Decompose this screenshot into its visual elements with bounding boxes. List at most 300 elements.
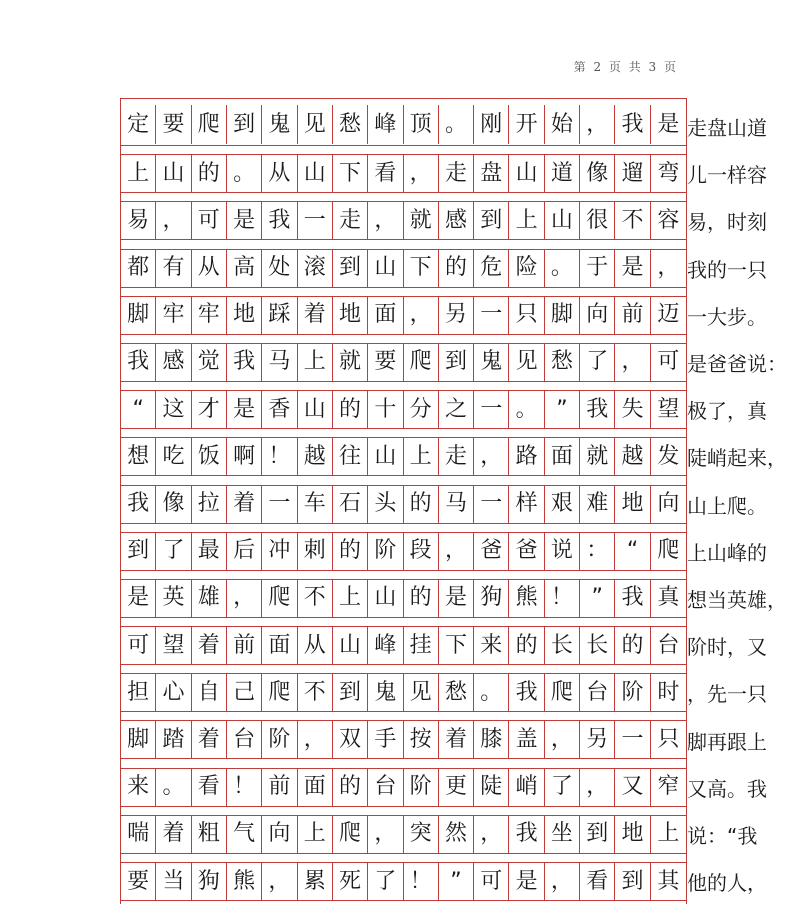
manuscript-line bbox=[121, 571, 686, 618]
grid-cell: 很 bbox=[580, 201, 615, 240]
grid-cell: 是 bbox=[439, 579, 474, 618]
grid-cell: 山 bbox=[298, 154, 333, 193]
grid-cell: 迈 bbox=[657, 302, 680, 328]
grid-cell: 都 bbox=[121, 249, 156, 288]
grid-cell: 路 bbox=[509, 437, 544, 476]
margin-punctuation: 是爸爸说： bbox=[687, 352, 787, 376]
grid-cell: 手 bbox=[368, 720, 403, 759]
grid-cell: 马 bbox=[439, 485, 474, 524]
grid-cell: 鬼 bbox=[474, 343, 509, 382]
grid-cell: 盖 bbox=[509, 720, 544, 759]
grid-cell: 冲 bbox=[262, 532, 297, 571]
grid-cell: 到 bbox=[615, 862, 650, 901]
manuscript-line bbox=[121, 429, 686, 476]
grid-cell: 脚 bbox=[121, 720, 156, 759]
grid-cell: 爬 bbox=[657, 538, 680, 564]
grid-cell: 下 bbox=[404, 249, 439, 288]
margin-punctuation: 上山峰的 bbox=[687, 540, 767, 565]
grid-cell: 面 bbox=[368, 296, 403, 335]
grid-cell: 上 bbox=[509, 201, 544, 240]
grid-cell: 。 bbox=[439, 105, 474, 144]
grid-cell: 台 bbox=[227, 720, 262, 759]
grid-cell: 不 bbox=[615, 201, 650, 240]
grid-cell: 想 bbox=[121, 437, 156, 476]
grid-cell: 一 bbox=[474, 296, 509, 335]
margin-punctuation: 儿一样容 bbox=[687, 163, 767, 188]
grid-cell: 从 bbox=[262, 154, 297, 193]
grid-cell: 的 bbox=[615, 626, 650, 665]
grid-cell: 踏 bbox=[156, 720, 191, 759]
grid-cell: 地 bbox=[615, 815, 650, 854]
grid-cell: 见 bbox=[509, 343, 544, 382]
grid-cell: 我 bbox=[615, 579, 650, 618]
grid-cell: 了 bbox=[545, 768, 580, 807]
manuscript-line bbox=[121, 382, 686, 429]
grid-cell: 吃 bbox=[156, 437, 191, 476]
grid-cell: 有 bbox=[156, 249, 191, 288]
grid-cell: 着 bbox=[192, 626, 227, 665]
grid-cell: 到 bbox=[580, 815, 615, 854]
grid-cell: 爬 bbox=[333, 815, 368, 854]
grid-cell: 爬 bbox=[262, 673, 297, 712]
grid-cell: 台 bbox=[657, 632, 680, 658]
grid-cell: 心 bbox=[156, 673, 191, 712]
grid-cell: 愁 bbox=[545, 343, 580, 382]
grid-cell: 弯 bbox=[657, 160, 680, 186]
grid-cell: 陡 bbox=[474, 768, 509, 807]
grid-cell: 到 bbox=[333, 249, 368, 288]
grid-cell: 不 bbox=[298, 579, 333, 618]
grid-cell: 后 bbox=[227, 532, 262, 571]
grid-cell: 险 bbox=[509, 249, 544, 288]
manuscript-line bbox=[121, 524, 686, 571]
grid-cell: 车 bbox=[298, 485, 333, 524]
grid-cell: 说 bbox=[545, 532, 580, 571]
grid-cell: ” bbox=[545, 390, 580, 429]
manuscript-line bbox=[121, 807, 686, 854]
grid-cell: ， bbox=[580, 105, 615, 144]
grid-cell: 着 bbox=[439, 720, 474, 759]
grid-cell: 担 bbox=[121, 673, 156, 712]
grid-cell: 难 bbox=[580, 485, 615, 524]
grid-cell: 双 bbox=[333, 720, 368, 759]
grid-cell: 刚 bbox=[474, 105, 509, 144]
margin-punctuation: 极了，真 bbox=[687, 399, 767, 424]
grid-cell: 发 bbox=[657, 443, 680, 469]
margin-punctuation: 想当英雄， bbox=[687, 588, 787, 612]
grid-cell: 膝 bbox=[474, 720, 509, 759]
margin-punctuation: 又高。我 bbox=[687, 776, 767, 801]
grid-cell: 阶 bbox=[262, 720, 297, 759]
grid-cell: 可 bbox=[121, 626, 156, 665]
manuscript-line bbox=[121, 712, 686, 759]
grid-cell: 脚 bbox=[545, 296, 580, 335]
grid-cell: 山 bbox=[298, 390, 333, 429]
grid-cell: 越 bbox=[615, 437, 650, 476]
grid-cell: “ bbox=[121, 390, 156, 429]
grid-cell: 失 bbox=[615, 390, 650, 429]
grid-cell: 下 bbox=[333, 154, 368, 193]
grid-cell: ， bbox=[156, 201, 191, 240]
grid-cell: 愁 bbox=[333, 105, 368, 144]
grid-cell: 爬 bbox=[545, 673, 580, 712]
grid-cell: 狗 bbox=[474, 579, 509, 618]
grid-cell: ！ bbox=[404, 862, 439, 901]
grid-cell: 爬 bbox=[404, 343, 439, 382]
grid-cell: 是 bbox=[657, 111, 680, 137]
grid-cell: 之 bbox=[439, 390, 474, 429]
grid-cell: 山 bbox=[368, 437, 403, 476]
grid-cell: 样 bbox=[509, 485, 544, 524]
grid-cell: 台 bbox=[580, 673, 615, 712]
grid-cell: 一 bbox=[262, 485, 297, 524]
grid-cell: 不 bbox=[298, 673, 333, 712]
grid-cell: ， bbox=[404, 154, 439, 193]
grid-cell: 像 bbox=[580, 154, 615, 193]
grid-cell: 按 bbox=[404, 720, 439, 759]
grid-cell: 到 bbox=[439, 343, 474, 382]
grid-cell: ！ bbox=[545, 579, 580, 618]
grid-cell: 顶 bbox=[404, 105, 439, 144]
grid-cell: 其 bbox=[657, 868, 680, 894]
grid-cell: 我 bbox=[509, 815, 544, 854]
grid-cell: 才 bbox=[192, 390, 227, 429]
manuscript-line bbox=[121, 760, 686, 807]
margin-punctuation: 陡峭起来， bbox=[687, 446, 787, 471]
grid-cell: 要 bbox=[368, 343, 403, 382]
grid-cell: 我 bbox=[509, 673, 544, 712]
grid-cell: 气 bbox=[227, 815, 262, 854]
grid-cell: 到 bbox=[227, 105, 262, 144]
grid-cell: 峰 bbox=[368, 626, 403, 665]
grid-cell: 阶 bbox=[368, 532, 403, 571]
grid-cell: 自 bbox=[192, 673, 227, 712]
grid-cell: 到 bbox=[474, 201, 509, 240]
grid-cell: 牢 bbox=[156, 296, 191, 335]
grid-cell: 要 bbox=[156, 105, 191, 144]
grid-cell: 山 bbox=[333, 626, 368, 665]
grid-cell: 的 bbox=[404, 579, 439, 618]
grid-cell: 上 bbox=[298, 343, 333, 382]
grid-cell: 当 bbox=[156, 862, 191, 901]
grid-cell: 的 bbox=[509, 626, 544, 665]
grid-cell: 就 bbox=[333, 343, 368, 382]
grid-cell: ， bbox=[545, 862, 580, 901]
grid-cell: ， bbox=[580, 768, 615, 807]
grid-cell: 山 bbox=[509, 154, 544, 193]
grid-cell: 愁 bbox=[439, 673, 474, 712]
grid-cell: 。 bbox=[227, 154, 262, 193]
grid-cell: 来 bbox=[474, 626, 509, 665]
manuscript-grid bbox=[120, 98, 687, 904]
grid-cell: 累 bbox=[298, 862, 333, 901]
grid-cell: 爬 bbox=[192, 105, 227, 144]
manuscript-line bbox=[121, 665, 686, 712]
grid-cell: 长 bbox=[545, 626, 580, 665]
grid-cell: 峭 bbox=[509, 768, 544, 807]
grid-cell: 觉 bbox=[192, 343, 227, 382]
grid-cell: 是 bbox=[121, 579, 156, 618]
grid-cell: 一 bbox=[474, 485, 509, 524]
grid-cell: 。 bbox=[474, 673, 509, 712]
grid-cell: 容 bbox=[657, 207, 680, 233]
grid-cell: 像 bbox=[156, 485, 191, 524]
grid-cell: 是 bbox=[227, 390, 262, 429]
grid-cell: 坐 bbox=[545, 815, 580, 854]
grid-cell: 牢 bbox=[192, 296, 227, 335]
grid-cell: 着 bbox=[227, 485, 262, 524]
grid-cell: 向 bbox=[262, 815, 297, 854]
grid-cell: 台 bbox=[368, 768, 403, 807]
grid-cell: 长 bbox=[580, 626, 615, 665]
margin-punctuation: 走盘山道 bbox=[687, 116, 767, 140]
grid-cell: 熊 bbox=[227, 862, 262, 901]
grid-cell: 雄 bbox=[192, 579, 227, 618]
grid-cell: 地 bbox=[227, 296, 262, 335]
grid-cell: 向 bbox=[580, 296, 615, 335]
grid-cell: 熊 bbox=[509, 579, 544, 618]
grid-cell: 地 bbox=[333, 296, 368, 335]
grid-cell: 是 bbox=[615, 249, 650, 288]
grid-cell: 到 bbox=[121, 532, 156, 571]
grid-cell: 另 bbox=[580, 720, 615, 759]
grid-cell: ， bbox=[657, 255, 680, 281]
grid-cell: 石 bbox=[333, 485, 368, 524]
grid-cell: 往 bbox=[333, 437, 368, 476]
grid-cell: 我 bbox=[615, 105, 650, 144]
grid-cell: 挂 bbox=[404, 626, 439, 665]
grid-cell: 盘 bbox=[474, 154, 509, 193]
grid-cell: 是 bbox=[509, 862, 544, 901]
grid-cell: 着 bbox=[298, 296, 333, 335]
grid-cell: 遛 bbox=[615, 154, 650, 193]
grid-cell: 道 bbox=[545, 154, 580, 193]
grid-cell: 饭 bbox=[192, 437, 227, 476]
margin-punctuation: 山上爬。 bbox=[687, 493, 767, 518]
grid-cell: 的 bbox=[333, 532, 368, 571]
margin-punctuation: 他的人， bbox=[687, 871, 767, 896]
grid-cell: 。 bbox=[545, 249, 580, 288]
manuscript-line bbox=[121, 618, 686, 665]
manuscript-line bbox=[121, 477, 686, 524]
grid-cell: 我 bbox=[121, 343, 156, 382]
grid-cell: 十 bbox=[368, 390, 403, 429]
grid-cell: 只 bbox=[657, 726, 680, 752]
grid-cell: 的 bbox=[439, 249, 474, 288]
grid-cell: ” bbox=[580, 579, 615, 618]
grid-cell: 始 bbox=[545, 105, 580, 144]
manuscript-line bbox=[121, 241, 686, 288]
grid-cell: 阶 bbox=[404, 768, 439, 807]
grid-cell: 滚 bbox=[298, 249, 333, 288]
grid-cell: 峰 bbox=[368, 105, 403, 144]
grid-cell: 可 bbox=[192, 201, 227, 240]
margin-punctuation: 易，时刻 bbox=[687, 210, 767, 235]
grid-cell: 只 bbox=[509, 296, 544, 335]
grid-cell: 马 bbox=[262, 343, 297, 382]
grid-cell: 前 bbox=[615, 296, 650, 335]
grid-cell: 我 bbox=[262, 201, 297, 240]
grid-cell: 从 bbox=[192, 249, 227, 288]
grid-cell: 刺 bbox=[298, 532, 333, 571]
manuscript-line bbox=[121, 335, 686, 382]
grid-cell: ， bbox=[615, 343, 650, 382]
grid-cell: 鬼 bbox=[368, 673, 403, 712]
grid-cell: ： bbox=[580, 532, 615, 571]
grid-cell: 我 bbox=[227, 343, 262, 382]
grid-cell: 一 bbox=[474, 390, 509, 429]
grid-cell: 要 bbox=[121, 862, 156, 901]
grid-cell: 鬼 bbox=[262, 105, 297, 144]
grid-cell: 分 bbox=[404, 390, 439, 429]
grid-cell: 上 bbox=[121, 154, 156, 193]
grid-cell: 爬 bbox=[262, 579, 297, 618]
margin-punctuation: 阶时，又 bbox=[687, 635, 767, 660]
grid-cell: 开 bbox=[509, 105, 544, 144]
grid-cell: 是 bbox=[227, 201, 262, 240]
grid-cell: 啊 bbox=[227, 437, 262, 476]
margin-punctuation: 一大步。 bbox=[687, 304, 767, 329]
grid-cell: 一 bbox=[298, 201, 333, 240]
grid-cell: 易 bbox=[121, 201, 156, 240]
grid-cell: 来 bbox=[121, 768, 156, 807]
grid-cell: 阶 bbox=[615, 673, 650, 712]
grid-cell: 喘 bbox=[121, 815, 156, 854]
grid-cell: 又 bbox=[615, 768, 650, 807]
grid-cell: 时 bbox=[657, 679, 680, 705]
grid-cell: 前 bbox=[262, 768, 297, 807]
manuscript-line bbox=[121, 288, 686, 335]
grid-cell: 山 bbox=[368, 579, 403, 618]
grid-cell: 越 bbox=[298, 437, 333, 476]
grid-cell: 我 bbox=[580, 390, 615, 429]
grid-cell: 爸 bbox=[474, 532, 509, 571]
grid-cell: 上 bbox=[333, 579, 368, 618]
grid-cell: 粗 bbox=[192, 815, 227, 854]
grid-cell: 一 bbox=[615, 720, 650, 759]
grid-cell: 山 bbox=[156, 154, 191, 193]
grid-cell: ， bbox=[262, 862, 297, 901]
grid-cell: 走 bbox=[439, 437, 474, 476]
margin-punctuation: 我的一只 bbox=[687, 257, 767, 282]
grid-cell: 了 bbox=[368, 862, 403, 901]
grid-cell: 到 bbox=[333, 673, 368, 712]
grid-cell: 望 bbox=[657, 396, 680, 422]
grid-cell: ， bbox=[474, 437, 509, 476]
grid-cell: 我 bbox=[121, 485, 156, 524]
grid-cell: 危 bbox=[474, 249, 509, 288]
grid-cell: 望 bbox=[156, 626, 191, 665]
manuscript-line bbox=[121, 146, 686, 193]
grid-cell: 感 bbox=[439, 201, 474, 240]
grid-cell: 山 bbox=[368, 249, 403, 288]
grid-cell: 看 bbox=[368, 154, 403, 193]
grid-cell: 就 bbox=[580, 437, 615, 476]
margin-punctuation: 说：“我 bbox=[687, 824, 758, 848]
grid-cell: 死 bbox=[333, 862, 368, 901]
grid-cell: 了 bbox=[156, 532, 191, 571]
grid-cell: “ bbox=[615, 532, 650, 571]
grid-cell: 。 bbox=[509, 390, 544, 429]
grid-cell: 着 bbox=[156, 815, 191, 854]
grid-cell: 。 bbox=[156, 768, 191, 807]
grid-cell: 艰 bbox=[545, 485, 580, 524]
grid-cell: 己 bbox=[227, 673, 262, 712]
grid-cell: 的 bbox=[404, 485, 439, 524]
grid-cell: 另 bbox=[439, 296, 474, 335]
grid-cell: 了 bbox=[580, 343, 615, 382]
grid-cell: 于 bbox=[580, 249, 615, 288]
margin-punctuation: ，先一只 bbox=[687, 682, 767, 707]
grid-cell: 窄 bbox=[657, 774, 680, 800]
grid-cell: 脚 bbox=[121, 296, 156, 335]
grid-cell: ， bbox=[439, 532, 474, 571]
grid-cell: 看 bbox=[580, 862, 615, 901]
grid-cell: 看 bbox=[192, 768, 227, 807]
grid-cell: ， bbox=[368, 815, 403, 854]
grid-cell: 处 bbox=[262, 249, 297, 288]
grid-cell: 拉 bbox=[192, 485, 227, 524]
grid-cell: ！ bbox=[262, 437, 297, 476]
grid-cell: 上 bbox=[298, 815, 333, 854]
manuscript-line bbox=[121, 854, 686, 901]
grid-cell: ” bbox=[439, 862, 474, 901]
grid-cell: 定 bbox=[121, 105, 156, 144]
grid-cell: 真 bbox=[657, 585, 680, 611]
grid-cell: 段 bbox=[404, 532, 439, 571]
grid-cell: 上 bbox=[404, 437, 439, 476]
grid-cell: 从 bbox=[298, 626, 333, 665]
grid-cell: 香 bbox=[262, 390, 297, 429]
grid-cell: 面 bbox=[298, 768, 333, 807]
grid-cell: 更 bbox=[439, 768, 474, 807]
grid-cell: 踩 bbox=[262, 296, 297, 335]
grid-cell: ， bbox=[474, 815, 509, 854]
grid-cell: 地 bbox=[615, 485, 650, 524]
grid-cell: 高 bbox=[227, 249, 262, 288]
grid-cell: 感 bbox=[156, 343, 191, 382]
grid-cell: 爸 bbox=[509, 532, 544, 571]
grid-cell: 上 bbox=[657, 821, 680, 847]
grid-cell: 最 bbox=[192, 532, 227, 571]
grid-cell: 英 bbox=[156, 579, 191, 618]
grid-cell: ， bbox=[368, 201, 403, 240]
grid-cell: ， bbox=[298, 720, 333, 759]
margin-punctuation: 脚再跟上 bbox=[687, 729, 767, 754]
grid-cell: ， bbox=[404, 296, 439, 335]
grid-cell: 走 bbox=[439, 154, 474, 193]
page-number: 第 2 页 共 3 页 bbox=[573, 60, 678, 74]
grid-cell: 面 bbox=[262, 626, 297, 665]
grid-cell: 见 bbox=[404, 673, 439, 712]
grid-cell: 就 bbox=[404, 201, 439, 240]
grid-cell: 走 bbox=[333, 201, 368, 240]
manuscript-line bbox=[121, 99, 686, 146]
manuscript-line bbox=[121, 193, 686, 240]
grid-cell: 山 bbox=[545, 201, 580, 240]
grid-cell: 见 bbox=[298, 105, 333, 144]
grid-cell: ！ bbox=[227, 768, 262, 807]
grid-cell: 的 bbox=[333, 768, 368, 807]
grid-cell: 的 bbox=[192, 154, 227, 193]
grid-cell: 狗 bbox=[192, 862, 227, 901]
grid-cell: 然 bbox=[439, 815, 474, 854]
grid-cell: 的 bbox=[333, 390, 368, 429]
grid-cell: 着 bbox=[192, 720, 227, 759]
grid-cell: ， bbox=[227, 579, 262, 618]
grid-cell: 头 bbox=[368, 485, 403, 524]
grid-cell: 突 bbox=[404, 815, 439, 854]
